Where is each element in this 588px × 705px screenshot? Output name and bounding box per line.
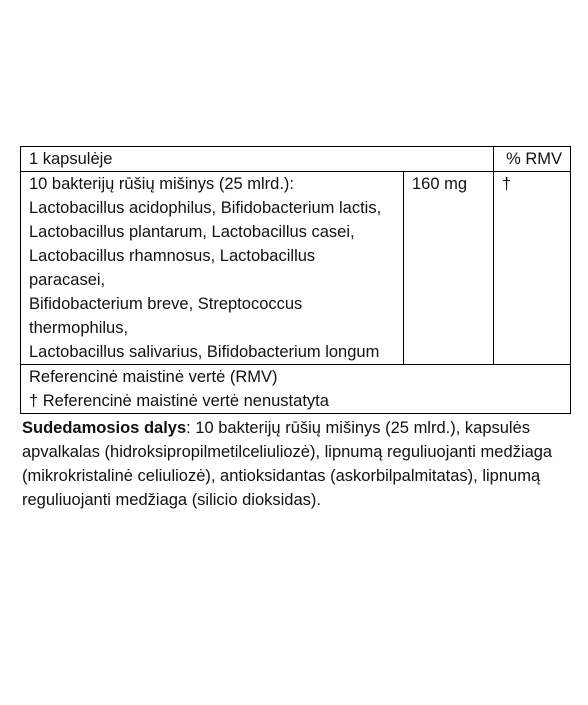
- amount-cell: 160 mg: [404, 172, 494, 365]
- rmv-cell: †: [494, 172, 571, 365]
- table-header-row: [21, 147, 571, 172]
- table-row: [21, 172, 571, 365]
- header-per-capsule: 1 kapsulėje: [21, 147, 494, 172]
- ingredients-text: : 10 bakterijų rūšių mišinys (25 mlrd.), kapsulės apvalkalas (hidroksipropilmetilceliuliozė), lipnumą reguliuojanti medžiaga (mikrokristalinė celiuliozė), antioksidantas (askorbilpalmitatas), lipnumą reguliuojanti medžiaga (silicio dioksidas).: [22, 419, 553, 509]
- ingredient-line: Lactobacillus acidophilus, Bifidobacterium lactis,: [29, 199, 382, 217]
- ingredient-name-cell: [21, 172, 404, 365]
- ingredient-line: Lactobacillus salivarius, Bifidobacterium longum: [29, 343, 380, 361]
- footnote-line: † Referencinė maistinė vertė nenustatyta: [29, 392, 329, 410]
- table-footnote: [21, 365, 571, 414]
- nutrition-table: [20, 146, 571, 414]
- ingredients-label: Sudedamosios dalys: [22, 419, 187, 437]
- table-footer-row: [21, 365, 571, 414]
- supplement-label: [20, 146, 570, 512]
- ingredient-line: Lactobacillus plantarum, Lactobacillus casei,: [29, 223, 355, 241]
- ingredient-line: Lactobacillus rhamnosus, Lactobacillus paracasei,: [29, 247, 316, 289]
- header-rmv: % RMV: [494, 147, 571, 172]
- ingredient-line: Bifidobacterium breve, Streptococcus thermophilus,: [29, 295, 303, 337]
- footnote-line: Referencinė maistinė vertė (RMV): [29, 368, 278, 386]
- ingredient-line: 10 bakterijų rūšių mišinys (25 mlrd.):: [29, 175, 294, 193]
- ingredients-paragraph: [22, 416, 577, 512]
